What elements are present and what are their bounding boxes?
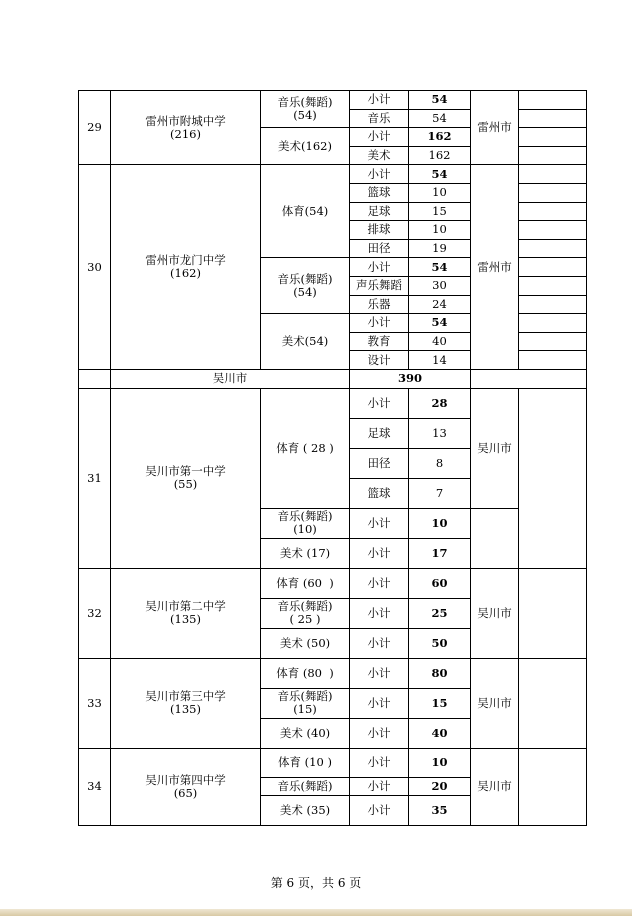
empty-cell: [519, 128, 587, 147]
table-row: 美术 (17) 小计 17: [79, 538, 587, 568]
category-pe: 体育(54): [261, 165, 350, 258]
table-row: 田径 8: [79, 448, 587, 478]
school-name-cell: [111, 388, 261, 568]
category-art: 美术 (17): [261, 538, 350, 568]
category-pe: 体育 (80 ): [261, 658, 350, 688]
category-art: 美术 (35): [261, 795, 350, 825]
school-number: 32: [79, 568, 111, 658]
empty-cell: [519, 91, 587, 110]
empty-cell: [519, 109, 587, 128]
table-row: 33 吴川市第三中学 (135) 体育 (80 ) 小计 80 吴川市: [79, 658, 587, 688]
category-music: 音乐(舞蹈): [261, 777, 350, 795]
empty-cell: [519, 388, 587, 568]
empty-cell: [519, 258, 587, 277]
school-name-cell: [111, 568, 261, 658]
school-total: (65): [173, 785, 198, 800]
category-pe: 体育 ( 28 ): [261, 388, 350, 508]
empty-cell: [519, 332, 587, 351]
empty-cell: [519, 202, 587, 221]
school-number: 34: [79, 748, 111, 825]
table-row: 美术(54) 小计 54: [79, 314, 587, 333]
school-number: 31: [79, 388, 111, 568]
table-row: 田径 19: [79, 239, 587, 258]
table-row: 声乐舞蹈 30: [79, 276, 587, 295]
school-total: (216): [170, 126, 201, 141]
empty-cell: [471, 508, 519, 568]
table-row: 音乐(舞蹈) 小计 20: [79, 777, 587, 795]
table-row: 32 吴川市第二中学 (135) 体育 (60 ) 小计 60 吴川市: [79, 568, 587, 598]
empty-cell: [519, 658, 587, 748]
page-number: 第 6 页，共 6 页: [270, 876, 362, 890]
city-total-label: 吴川市: [111, 369, 350, 388]
school-name: 吴川市第四中学: [145, 772, 226, 787]
empty-cell: [519, 165, 587, 184]
table-row: 30 雷州市龙门中学 (162) 体育(54) 小计 54 雷州市: [79, 165, 587, 184]
table-row: 篮球 10: [79, 183, 587, 202]
city-cell: 吴川市: [471, 388, 519, 508]
table-row: 美术(162) 小计 162: [79, 128, 587, 147]
city-total-value: 390: [350, 369, 471, 388]
school-name: 雷州市龙门中学: [145, 253, 226, 268]
table-row: 音乐(舞蹈) (54) 小计 54: [79, 258, 587, 277]
table-row: 乐器 24: [79, 295, 587, 314]
school-total: (135): [170, 702, 201, 716]
school-total: (135): [170, 612, 201, 626]
footer-band: [0, 909, 632, 916]
empty-cell: [519, 146, 587, 165]
table-row: 足球 15: [79, 202, 587, 221]
empty-cell: [519, 276, 587, 295]
table-row: 美术 (50) 小计 50: [79, 628, 587, 658]
school-number: 33: [79, 658, 111, 748]
table-row: 美术 162: [79, 146, 587, 165]
school-total: (55): [173, 477, 198, 491]
empty-cell: [519, 183, 587, 202]
table-row: 34 吴川市第四中学 (65) 体育 (10 ) 小计 10 吴川市: [79, 748, 587, 777]
category-music: 音乐(舞蹈) (54): [261, 91, 350, 128]
table-row: 教育 40: [79, 332, 587, 351]
school-name-cell: [111, 658, 261, 748]
city-cell: 吴川市: [471, 658, 519, 748]
empty-cell: [519, 314, 587, 333]
category-music: 音乐(舞蹈) (54): [261, 258, 350, 314]
school-name: 吴川市第二中学: [145, 599, 226, 613]
table-row: 排球 10: [79, 221, 587, 240]
category-art: 美术(162): [261, 128, 350, 165]
empty-cell: [519, 748, 587, 825]
category-pe: 体育 (10 ): [261, 748, 350, 777]
empty-cell: [519, 568, 587, 658]
empty-cell: [519, 295, 587, 314]
category-art: 美术 (40): [261, 718, 350, 748]
school-number: 29: [79, 91, 111, 165]
category-art: 美术(54): [261, 314, 350, 370]
table-row: 音乐(舞蹈) (15) 小计 15: [79, 688, 587, 718]
table-row: 音乐(舞蹈) ( 25 ) 小计 25: [79, 598, 587, 628]
empty-cell: [519, 351, 587, 370]
table-row: 篮球 7: [79, 478, 587, 508]
table-row: 音乐 54: [79, 109, 587, 128]
empty-cell: [471, 369, 587, 388]
empty-cell: [519, 239, 587, 258]
category-music: 音乐(舞蹈) (15): [261, 688, 350, 718]
city-total-row: [79, 369, 587, 388]
city-cell: 雷州市: [471, 91, 519, 165]
city-cell: 吴川市: [471, 568, 519, 658]
table-row: 美术 (40) 小计 40: [79, 718, 587, 748]
city-cell: 吴川市: [471, 748, 519, 825]
table-row: 31 吴川市第一中学 (55) 体育 ( 28 ) 小计 28 吴川市: [79, 388, 587, 418]
enrollment-table: [78, 90, 587, 826]
school-name: 雷州市附城中学: [145, 113, 226, 128]
table-row: 29 雷州市附城中学 (216) 音乐(舞蹈) (54) 小计 54 雷州市: [79, 91, 587, 110]
category-music: 音乐(舞蹈) (10): [261, 508, 350, 538]
school-name-cell: [111, 91, 261, 165]
school-name-cell: [111, 748, 261, 825]
school-total: (162): [170, 266, 201, 281]
table-row: 设计 14: [79, 351, 587, 370]
empty-cell: [79, 369, 111, 388]
school-name: 吴川市第三中学: [145, 689, 226, 703]
category-art: 美术 (50): [261, 628, 350, 658]
city-cell: 雷州市: [471, 165, 519, 370]
empty-cell: [519, 221, 587, 240]
category-music: 音乐(舞蹈) ( 25 ): [261, 598, 350, 628]
table-row: 音乐(舞蹈) (10) 小计 10: [79, 508, 587, 538]
table-row: 足球 13: [79, 418, 587, 448]
table-row: 美术 (35) 小计 35: [79, 795, 587, 825]
school-number: 30: [79, 165, 111, 370]
school-name: 吴川市第一中学: [145, 464, 226, 478]
school-name-cell: [111, 165, 261, 370]
category-pe: 体育 (60 ): [261, 568, 350, 598]
